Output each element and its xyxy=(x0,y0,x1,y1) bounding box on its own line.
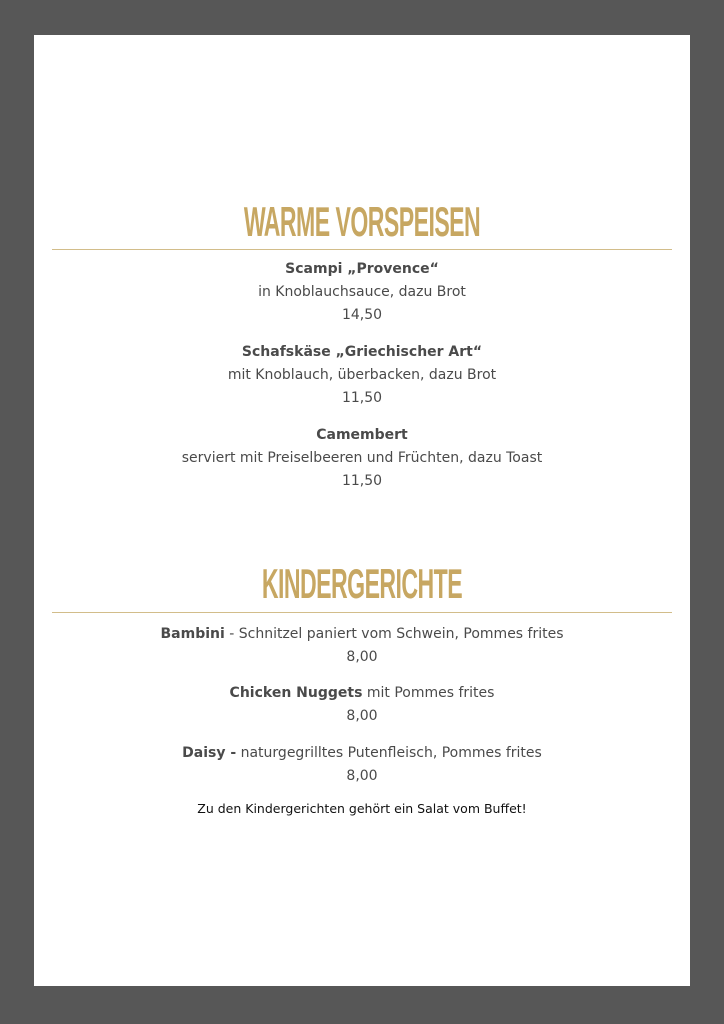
menu-item-description: in Knoblauchsauce, dazu Brot xyxy=(258,284,466,300)
menu-item-description: naturgegrilltes Putenfleisch, Pommes frites xyxy=(236,745,542,761)
menu-item-name: Bambini xyxy=(160,626,225,642)
menu-item-description: - Schnitzel paniert vom Schwein, Pommes frites xyxy=(224,626,564,642)
section-divider xyxy=(52,612,672,613)
menu-item xyxy=(34,258,690,327)
menu-item xyxy=(34,424,690,493)
menu-item-price: 11,50 xyxy=(341,390,383,406)
kids-menu-note: Zu den Kindergerichten gehört ein Salat vom Buffet! xyxy=(197,801,527,816)
menu-item-price: 8,00 xyxy=(346,708,378,724)
menu-item-name: Camembert xyxy=(316,427,408,443)
menu-item-description: mit Pommes frites xyxy=(362,685,495,701)
menu-item-description: mit Knoblauch, überbacken, dazu Brot xyxy=(227,367,497,383)
menu-item-name: Scampi „Provence“ xyxy=(285,261,439,277)
menu-item-price: 8,00 xyxy=(346,768,378,784)
menu-item-name: Daisy - xyxy=(182,745,237,761)
menu-item-price: 14,50 xyxy=(341,307,383,323)
menu-item-price: 11,50 xyxy=(341,473,383,489)
menu-item-name: Schafskäse „Griechischer Art“ xyxy=(241,344,483,360)
section-title-warme-vorspeisen: WARME VORSPEISEN xyxy=(243,198,481,245)
menu-item-description: serviert mit Preiselbeeren und Früchten, dazu Toast xyxy=(181,450,543,466)
menu-item xyxy=(34,742,690,788)
menu-item-name: Chicken Nuggets xyxy=(229,685,363,701)
section-title-kindergerichte: KINDERGERICHTE xyxy=(261,560,463,607)
menu-page xyxy=(34,35,690,986)
section-divider xyxy=(52,249,672,250)
menu-item-price: 8,00 xyxy=(346,649,378,665)
menu-item xyxy=(34,341,690,410)
menu-item xyxy=(34,623,690,669)
menu-item xyxy=(34,682,690,728)
